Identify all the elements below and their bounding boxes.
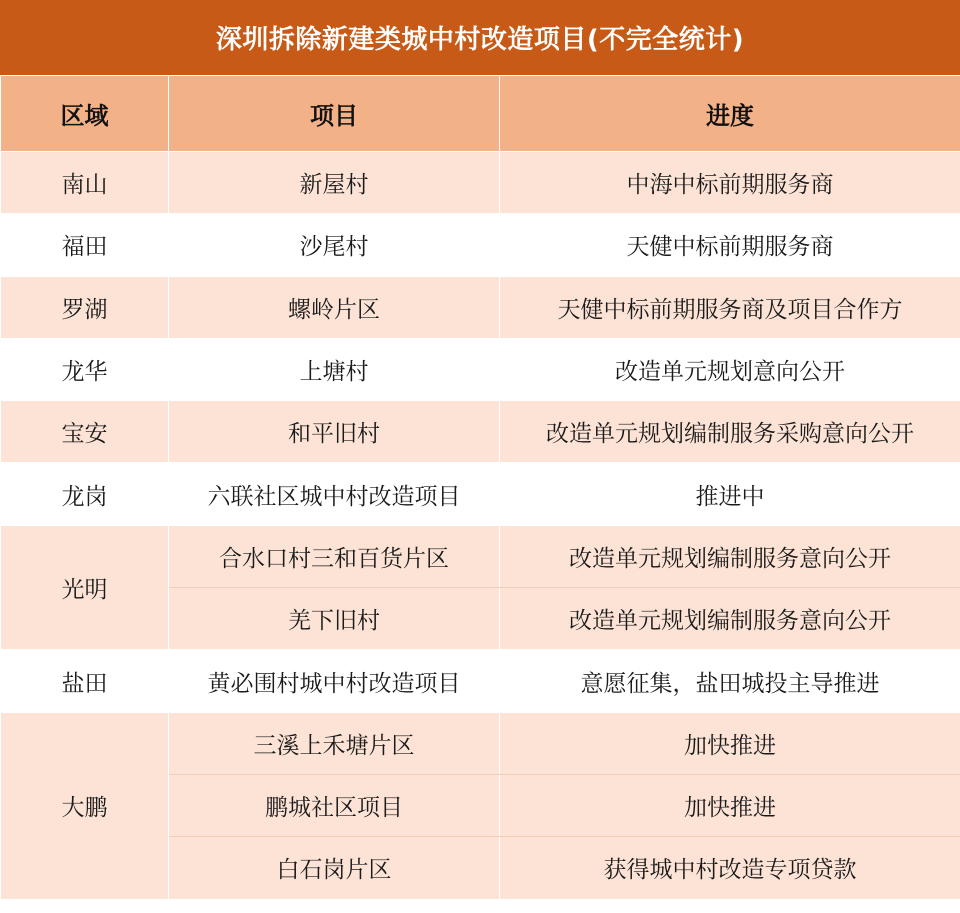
table-row	[1, 650, 960, 712]
header-progress: 进度	[500, 76, 960, 152]
region-cell: 盐田	[1, 650, 169, 712]
header-project: 项目	[169, 76, 500, 152]
table-title: 深圳拆除新建类城中村改造项目(不完全统计)	[0, 0, 960, 75]
progress-cell: 获得城中村改造专项贷款	[500, 837, 960, 899]
project-cell: 鹏城社区项目	[169, 774, 500, 836]
region-cell: 龙华	[1, 338, 169, 400]
region-cell: 宝安	[1, 401, 169, 463]
progress-cell: 推进中	[500, 463, 960, 525]
progress-cell: 改造单元规划意向公开	[500, 338, 960, 400]
project-cell: 新屋村	[169, 152, 500, 214]
project-cell: 白石岗片区	[169, 837, 500, 899]
progress-cell: 天健中标前期服务商及项目合作方	[500, 276, 960, 338]
region-cell: 罗湖	[1, 276, 169, 338]
header-row	[1, 76, 960, 152]
project-cell: 和平旧村	[169, 401, 500, 463]
project-cell: 黄必围村城中村改造项目	[169, 650, 500, 712]
table-row	[1, 401, 960, 463]
progress-cell: 改造单元规划编制服务意向公开	[500, 525, 960, 587]
project-cell: 螺岭片区	[169, 276, 500, 338]
region-cell: 龙岗	[1, 463, 169, 525]
progress-cell: 加快推进	[500, 774, 960, 836]
progress-cell: 中海中标前期服务商	[500, 152, 960, 214]
project-cell: 合水口村三和百货片区	[169, 525, 500, 587]
project-cell: 上塘村	[169, 338, 500, 400]
progress-cell: 改造单元规划编制服务意向公开	[500, 588, 960, 650]
project-cell: 羌下旧村	[169, 588, 500, 650]
region-cell: 南山	[1, 152, 169, 214]
header-region: 区域	[1, 76, 169, 152]
project-table	[0, 75, 960, 900]
progress-cell: 改造单元规划编制服务采购意向公开	[500, 401, 960, 463]
region-cell: 光明	[1, 525, 169, 650]
table-row	[1, 152, 960, 214]
project-cell: 三溪上禾塘片区	[169, 712, 500, 774]
progress-cell: 天健中标前期服务商	[500, 214, 960, 276]
table-row	[1, 525, 960, 587]
region-cell: 福田	[1, 214, 169, 276]
progress-cell: 加快推进	[500, 712, 960, 774]
table-row	[1, 712, 960, 774]
progress-cell: 意愿征集，盐田城投主导推进	[500, 650, 960, 712]
project-cell: 六联社区城中村改造项目	[169, 463, 500, 525]
region-cell: 大鹏	[1, 712, 169, 899]
project-cell: 沙尾村	[169, 214, 500, 276]
table-row	[1, 276, 960, 338]
table-row	[1, 214, 960, 276]
table-row	[1, 463, 960, 525]
table-row	[1, 338, 960, 400]
